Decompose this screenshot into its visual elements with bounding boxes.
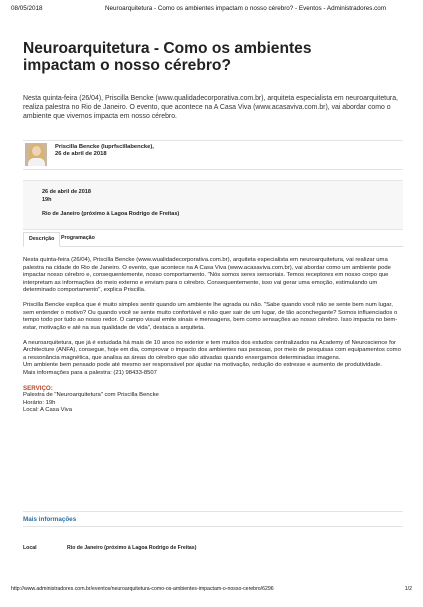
event-location: Rio de Janeiro (próximo à Lagoa Rodrigo de Freitas): [42, 211, 180, 217]
paragraph: A neuroarquitetura, que já é estudada há mais de 10 anos no exterior e tem muitos dos estudos centralizados na Academy of Neuroscience for Architecture (ANFA), consegue, hoje em dia, comprovar o impacto dos ambientes nas pessoas, por meio de pesquisas com equipamentos como a ressonância magnética, que analisa as áreas do cérebro que são ativadas quando enxergamos determinadas imagens.: [23, 339, 401, 361]
service-line: Horário: 19h: [23, 399, 56, 406]
author-name[interactable]: Priscilla Bencke (luprfscillabencke),: [55, 144, 154, 150]
more-info-heading: Mais informações: [23, 516, 77, 523]
paragraph: Mais informações para a palestra: (21) 98433-8507: [23, 369, 157, 376]
event-date: 26 de abril de 2018: [42, 189, 91, 195]
article-lead: Nesta quinta-feira (26/04), Priscilla Bencke (www.qualidadecorporativa.com.br), arquiteta especialista em neuroarquitetura, realiza palestra no Rio de Janeiro. O evento, que acontece na A Casa Viva (www.acasaviva.com.br), vai abordar como o ambiente que vivemos impacta em nosso cérebro.: [23, 95, 398, 120]
tab-descricao[interactable]: Descrição: [23, 232, 60, 247]
tab-bar: [23, 230, 403, 247]
author-box: [23, 140, 403, 170]
page-number: 1/2: [404, 586, 412, 592]
paragraph: Um ambiente bem pensado pode até mesmo ser responsável por ajudar na motivação, redução do estresse e aumento de produtividade.: [23, 362, 382, 368]
service-line: Palestra de "Neuroarquitetura" com Priscilla Bencke: [23, 392, 159, 398]
service-heading: SERVIÇO:: [23, 384, 53, 392]
service-section: [23, 385, 403, 415]
event-time: 19h: [42, 197, 52, 203]
more-info-header: [23, 511, 403, 527]
paragraph: Priscilla Bencke explica que é muito simples sentir quando um ambiente lhe agrada ou não. "Sabe quando você não se sente bem num lugar, sem entender o motivo? Ou quando você se sente muito confortável e não quer sair de um lugar, de tão aconchegante? Somos influenciados o tempo todo por tudo ao nosso redor. O campo visual emite sinais e mensagens, bem como sensações ao nosso cérebro. Isso impacta no bem-estar, motivação e até na sua qualidade de vida", destaca a arquiteta.: [23, 302, 398, 331]
page-title: Neuroarquitetura - Como os ambientes impactam o nosso cérebro?: [23, 40, 312, 74]
event-info-box: [23, 180, 403, 230]
avatar[interactable]: [25, 143, 47, 166]
location-label: Local: [23, 545, 37, 551]
paragraph: Nesta quinta-feira (26/04), Priscilla Bencke (www.wualidadecorporativa.com.br), arquiteta especialista em neuroarquitetura, vai realizar uma palestra na cidade do Rio de Janeiro. O evento, que acontece na A Casa Viva (www.acasaviva.com.br), vai abordar como um ambiente pode impactar nosso cérebro e, consequentemente, nosso comportamento. "Nós somos seres sensoriais. Temos receptores em nosso corpo que interpretam as informações do meio externo e enviam para o cérebro. Consequentemente, isso vai gerar uma emoção, estimulando um determinado comportamento", explica Priscilla.: [23, 257, 391, 293]
author-date: 26 de abril de 2018: [55, 151, 107, 157]
print-date: 08/05/2018: [11, 5, 43, 12]
print-page-title: Neuroarquitetura - Como os ambientes impactam o nosso cérebro? - Eventos - Administradores.com: [105, 5, 387, 12]
service-line: Local: A Casa Viva: [23, 407, 73, 413]
print-url: http://www.administradores.com.br/eventos/neuroarquitetura-como-os-ambientes-impactam-o-nosso-cerebro/6296: [11, 586, 274, 592]
location-value: Rio de Janeiro (próximo à Lagoa Rodrigo de Freitas): [67, 545, 197, 551]
article-body: [23, 257, 403, 415]
tab-programacao[interactable]: Programação: [61, 235, 95, 241]
